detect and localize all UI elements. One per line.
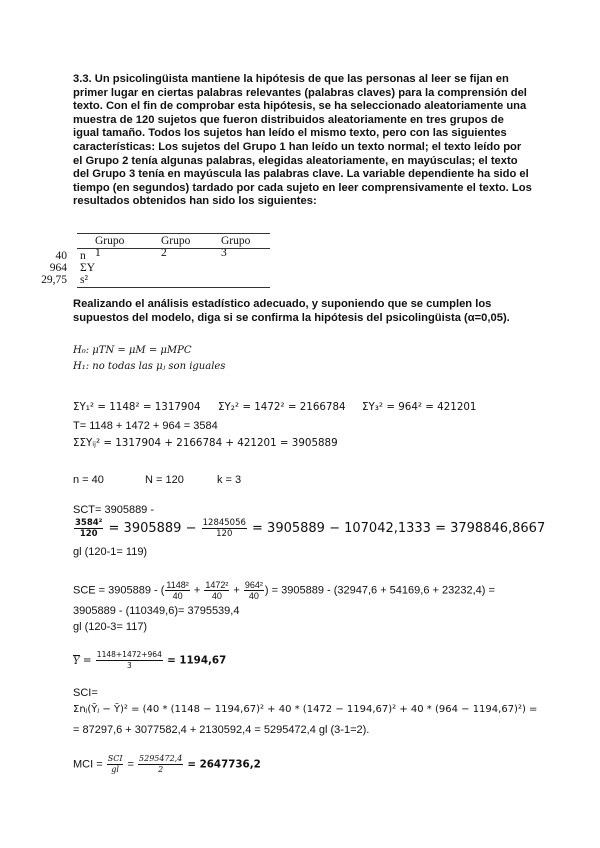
mci-value: = 2647736,2 (187, 758, 261, 771)
sumsq-total: ΣΣYᵢⱼ² = 1317904 + 2166784 + 421201 = 3905889 (73, 437, 338, 449)
sct-fraction-den: 120 (79, 529, 98, 539)
sci-formula: Σnⱼ(Ȳⱼ − Ȳ)² = (40 * (1148 − 1194,67)² + 40 * (1472 − 1194,67)² + 40 * (964 − 1194,67)²) = (73, 704, 538, 715)
row-label: s² (80, 274, 88, 286)
text-line: texto. Con el fin de comprobar esta hipótesis, se ha seleccionado aleatoriamente una (73, 100, 527, 113)
sce-part: ) = 3905889 - (32947,6 + 54169,6 + 23232,4) = (264, 584, 495, 597)
sce-line2: 3905889 - (110349,6)= 3795539,4 (73, 605, 240, 617)
N-value: N = 120 (145, 474, 184, 486)
mci-fraction-den: gl (111, 765, 119, 774)
text-line: resultados obtenidos han sido los siguientes: (73, 195, 317, 208)
sct-fraction-num: 12845056 (202, 518, 246, 528)
question-text (73, 298, 523, 325)
sumsq-group3: ΣY₃² = 964² = 421201 (362, 401, 477, 413)
k-value: k = 3 (217, 474, 242, 486)
row-label: ΣY (80, 262, 95, 274)
grand-mean: Y = $\frac{1148+1472+964}{3}$ = 1194,67 (73, 650, 227, 670)
sce-fraction-num: 964² (244, 580, 263, 590)
sce-part: SCE = 3905889 - ( (73, 584, 165, 597)
sct-part: = 3905889 − 107042,1333 = 3798846,8667 (252, 521, 546, 536)
sct-fraction-num: 3584² (75, 518, 103, 528)
text-line: Realizando el análisis estadístico adecuado, y suponiendo que se cumplen los (73, 298, 492, 310)
sce-fraction-den: 40 (248, 591, 259, 601)
ybar-symbol: Y (73, 655, 80, 667)
mci-equation: MCI = $\frac{\text{SCI}}{gl}$ = $\frac{5295472,4}{2}$ = 2647736,2 (73, 754, 261, 774)
sct-equation (73, 518, 545, 539)
text-line: muestra de 120 sujetos que fueron distribuidos aleatoriamente en tres grupos de (73, 113, 504, 126)
text-line: 3.3. Un psicolingüista mantiene la hipótesis de que las personas al leer se fijan en (73, 73, 509, 85)
text-line: primer lugar en ciertas palabras relevantes (palabras claves) para la comprensión del (73, 86, 527, 99)
sct-fraction-den: 120 (216, 529, 233, 539)
problem-statement (73, 73, 532, 209)
total-T: T= 1148 + 1472 + 964 = 3584 (73, 420, 218, 432)
table-cell: 40 (55, 250, 67, 262)
alt-hypothesis: H₁: no todas las μⱼ son iguales (73, 361, 226, 372)
text-line: igual tamaño. Todos los sujetos han leído el mismo texto, pero con las siguientes (73, 127, 507, 140)
sumsq-group1: ΣY₁² = 1148² = 1317904 (73, 401, 201, 413)
sct-label: SCT= 3905889 - (73, 504, 155, 516)
table-cell: 964 (49, 262, 67, 274)
row-label: n (80, 250, 86, 262)
sce-fraction-num: 1472² (205, 580, 229, 590)
sumsq-group2: ΣY₂² = 1472² = 2166784 (218, 401, 346, 413)
text-line: tiempo (en segundos) tardado por cada sujeto en leer comprensivamente el texto. Los (73, 181, 532, 194)
sct-part: = 3905889 − (108, 521, 197, 536)
text-line: el Grupo 2 tenía algunas palabras, elegidas aleatoriamente, en mayúsculas; el texto (73, 154, 518, 167)
text-line: del Grupo 3 tenía en mayúscula las palabras clave. La variable dependiente ha sido el (73, 168, 529, 181)
ybar-fraction-den: 3 (126, 661, 132, 670)
mci-fraction-num: 5295472,4 (139, 754, 183, 763)
mci-label: MCI = (73, 758, 103, 771)
table-header: Grupo 2 (161, 235, 191, 259)
table-header: Grupo 1 (95, 235, 125, 259)
sce-fraction-num: 1148² (166, 580, 189, 590)
ybar-value: = 1194,67 (167, 654, 227, 667)
table-cell: 29,75 (41, 274, 67, 286)
sci-result: = 87297,6 + 3077582,4 + 2130592,4 = 5295472,4 gl (3-1=2). (73, 724, 370, 736)
table-header: Grupo 3 (221, 235, 251, 259)
null-hypothesis: H₀: μTN = μM = μMPC (73, 345, 192, 356)
sce-fraction-den: 40 (172, 591, 183, 601)
text-line: supuestos del modelo, diga si se confirma la hipótesis del psicolingüista (α=0,05). (73, 311, 510, 324)
text-line: características: Los sujetos del Grupo 1 han leído un texto normal; el texto leído por (73, 140, 522, 153)
n-value: n = 40 (73, 474, 104, 486)
mci-fraction-den: 2 (158, 765, 164, 774)
sce-fraction-den: 40 (211, 591, 222, 601)
gl-error: gl (120-3= 117) (73, 621, 148, 633)
gl-total: gl (120-1= 119) (73, 546, 148, 558)
sci-label: SCI= (73, 687, 98, 699)
ybar-fraction-num: 1148+1472+964 (96, 650, 162, 659)
mci-fraction-num: SCI (107, 754, 123, 763)
sce-equation: SCE = 3905889 - ( $\frac{\text{1148²}}{40}$ + $\frac{\text{1472²}}{40}$ + $\frac{\text{964²}}{40}$ ) = 3905889 - (32947,6 + 54169,6 + 23232,4) = (73, 580, 495, 601)
